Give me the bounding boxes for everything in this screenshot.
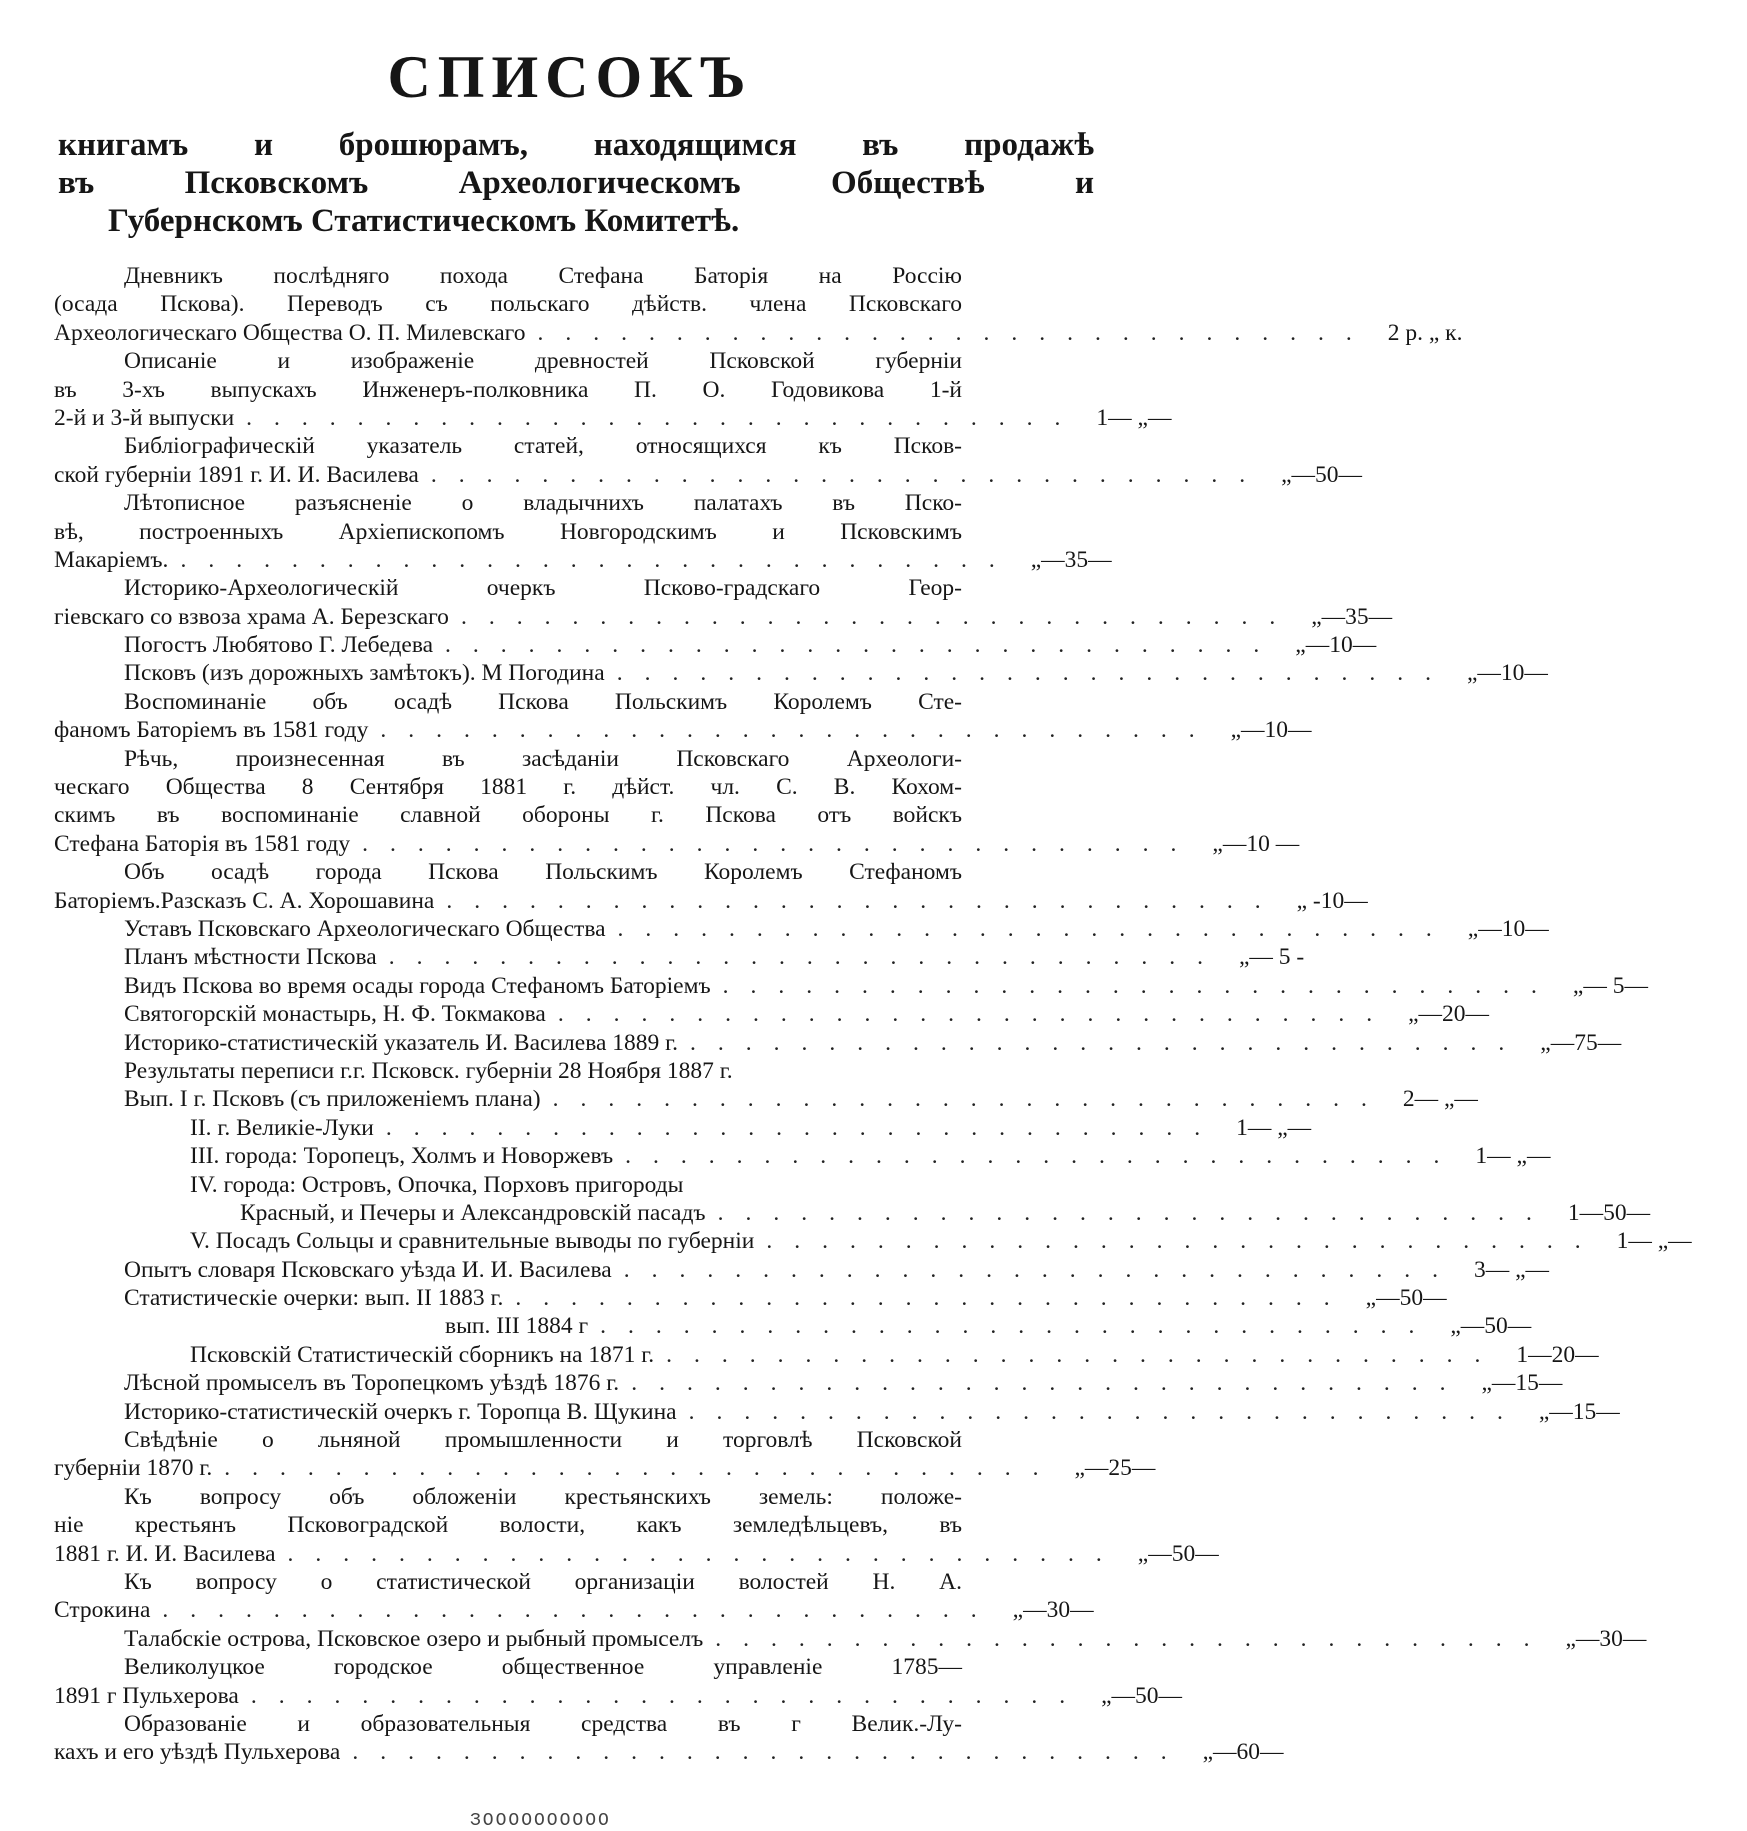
price-value: „—50— (1101, 1682, 1183, 1709)
entry-text-line: Объ осадѣ города Пскова Польскимъ Королемъ Стефаномъ (124, 859, 962, 886)
dot-leader: .............................. (162, 1597, 999, 1624)
entry-text-line: Историко-Археологическій очеркъ Псково-градскаго Геор- (124, 575, 962, 602)
entry-price-row (40, 1369, 1563, 1397)
entry-title: Баторіемъ.Разсказъ С. А. Хорошавина (54, 887, 435, 914)
dot-leader: .............................. (380, 717, 1217, 744)
entry-title: Результаты переписи г.г. Псковск. губерніи 28 Ноября 1887 г. (124, 1057, 733, 1084)
entry-price-row (40, 1341, 1599, 1369)
entry-title: 2-й и 3-й выпуски (54, 404, 235, 431)
dot-leader: .............................. (690, 1029, 1527, 1056)
census-item-title: V. Посадъ Сольцы и сравнительные выводы по губерніи (190, 1228, 755, 1255)
entry-title: 1881 г. И. И. Василева (54, 1540, 276, 1567)
list-item (40, 1000, 1490, 1028)
list-item (40, 1312, 1532, 1340)
census-item-title: II. г. Великіе-Луки (190, 1114, 374, 1141)
dot-leader: .............................. (666, 1341, 1503, 1368)
entry-title: Опытъ словаря Псковскаго уѣзда И. И. Василева (124, 1256, 612, 1283)
subtitle-line: Губернскомъ Статистическомъ Комитетѣ. (108, 203, 740, 239)
entry-title: ской губерніи 1891 г. И. И. Василева (54, 461, 419, 488)
entry-title: Псковскій Статистическій сборникъ на 1871 г. (190, 1341, 655, 1368)
entry-text-line: въ 3-хъ выпускахъ Инженеръ-полковника П. О. Годовикова 1-й (54, 376, 962, 403)
census-item-title: Вып. I г. Псковъ (съ приложеніемъ плана) (124, 1086, 541, 1113)
page-subtitle (40, 126, 1100, 240)
dot-leader: .............................. (180, 546, 1017, 573)
entry-price-row (40, 1057, 1100, 1085)
entry-text-line: Къ вопросу объ обложеніи крестьянскихъ земель: положе- (124, 1483, 962, 1510)
price-value: „—20— (1408, 1001, 1490, 1028)
list-item (40, 1284, 1447, 1312)
dot-leader: .............................. (715, 1625, 1552, 1652)
entry-title: Талабскіе острова, Псковское озеро и рыбный промыселъ (124, 1625, 704, 1652)
price-value: „—15— (1538, 1398, 1620, 1425)
entry-price-row (40, 461, 1363, 489)
entry-title: фаномъ Баторіемъ въ 1581 году (54, 717, 369, 744)
dot-leader: .............................. (552, 1086, 1389, 1113)
entry-title: кахъ и его уѣздѣ Пульхерова (54, 1739, 341, 1766)
list-item (40, 688, 1312, 745)
price-value: „—30— (1012, 1597, 1094, 1624)
dot-leader: .............................. (246, 404, 1083, 431)
dot-leader: .............................. (623, 1256, 1460, 1283)
entry-price-row (40, 915, 1549, 943)
price-value: „—35— (1030, 546, 1112, 573)
list-item (40, 1625, 1647, 1653)
dot-leader: .............................. (616, 660, 1453, 687)
entry-text-line: Воспоминаніе объ осадѣ Пскова Польскимъ Королемъ Сте- (124, 688, 962, 715)
book-list-continued (40, 1256, 1647, 1767)
dot-leader: .............................. (430, 461, 1268, 488)
price-value: „—10— (1295, 632, 1377, 659)
entry-title: Погостъ Любятово Г. Лебедева (124, 632, 434, 659)
entry-price-row (40, 1682, 1183, 1710)
entry-text-line: Рѣчь, произнесенная въ засѣданіи Псковскаго Археологи- (124, 745, 962, 772)
entry-price-row (40, 1284, 1447, 1312)
entry-title: Макаріемъ. (54, 546, 169, 573)
entry-price-row (40, 1312, 1532, 1340)
dot-leader: .............................. (515, 1285, 1352, 1312)
list-item (40, 659, 1548, 687)
entry-price-row (40, 1398, 1620, 1426)
price-value: „—60— (1202, 1739, 1284, 1766)
list-item (40, 262, 1463, 347)
census-item (40, 1227, 1692, 1255)
entry-price-row (40, 1596, 1100, 1624)
census-item-title: III. города: Торопецъ, Холмъ и Новоржевъ (190, 1143, 614, 1170)
entry-title: Планъ мѣстности Пскова (124, 944, 377, 971)
price-value: „— 5— (1572, 972, 1648, 999)
entry-text-line: Великолуцкое городское общественное управленіе 1785— (124, 1654, 962, 1681)
entry-price-row (40, 1738, 1284, 1766)
dot-leader: .............................. (766, 1228, 1603, 1255)
entry-price-row (40, 1625, 1647, 1653)
price-value: „—10— (1467, 915, 1549, 942)
entry-title: Лѣсной промыселъ въ Торопецкомъ уѣздѣ 1876 г. (124, 1370, 620, 1397)
entry-text-line: ческаго Общества 8 Сентября 1881 г. дѣйст. чл. С. В. Кохом- (54, 774, 962, 801)
entry-price-row (40, 1454, 1156, 1482)
entry-title: Историко-статистическій очеркъ г. Торопца В. Щукина (124, 1398, 677, 1425)
list-item (40, 1710, 1284, 1767)
entry-price-row (40, 943, 1305, 971)
entry-price-row (40, 546, 1112, 574)
entry-title: Видъ Пскова во время осады города Стефаномъ Баторіемъ (124, 972, 711, 999)
list-item (40, 943, 1305, 971)
dot-leader: .............................. (617, 915, 1454, 942)
list-item (40, 574, 1393, 631)
dot-leader: .............................. (287, 1540, 1124, 1567)
census-item (40, 1199, 1651, 1227)
subtitle-line: въ Псковскомъ Археологическомъ Обществѣ и (58, 165, 1094, 201)
price-value: „—15— (1481, 1370, 1563, 1397)
dot-leader: .............................. (388, 944, 1225, 971)
list-item (40, 1483, 1219, 1568)
entry-title: гіевскаго со взвоза храма А. Березскаго (54, 603, 449, 630)
price-value: 1— „— (1475, 1143, 1551, 1170)
entry-text-line: Дневникъ послѣдняго похода Стефана Баторія на Россію (124, 263, 962, 289)
price-value: 3— „— (1473, 1256, 1549, 1283)
book-list (40, 262, 1648, 1085)
price-value: „—50— (1450, 1313, 1532, 1340)
list-item (40, 489, 1112, 574)
subtitle-line: книгамъ и брошюрамъ, находящимся въ продажѣ (58, 127, 1094, 163)
price-value: „—75— (1540, 1029, 1622, 1056)
list-item (40, 972, 1648, 1000)
list-item (40, 1426, 1156, 1483)
entry-price-row (40, 972, 1648, 1000)
price-value: „—25— (1074, 1455, 1156, 1482)
price-value: 1— „— (1616, 1228, 1692, 1255)
entry-text-line: Лѣтописное разъясненіе о владычнихъ палатахъ въ Пско- (124, 490, 962, 517)
price-value: „—10 — (1212, 830, 1300, 857)
dot-leader: .............................. (250, 1682, 1088, 1709)
price-value: „—50— (1137, 1540, 1219, 1567)
entry-text-line: Образованіе и образовательныя средства въ г Велик.-Лу- (124, 1710, 962, 1737)
dot-leader: .............................. (557, 1001, 1395, 1028)
entry-title: Историко-статистическій указатель И. Василева 1889 г. (124, 1029, 679, 1056)
entry-text-line: ніе крестьянъ Псковоградской волости, какъ земледѣльцевъ, въ (54, 1512, 962, 1539)
price-value: 2 р. „ к. (1387, 319, 1463, 346)
list-item (40, 432, 1363, 489)
price-value: 1— „— (1236, 1114, 1312, 1141)
census-item (40, 1085, 1478, 1113)
dot-leader: .............................. (352, 1739, 1189, 1766)
entry-price-row (40, 631, 1377, 659)
dot-leader: .............................. (600, 1313, 1437, 1340)
census-item-title: Красный, и Печеры и Александровскій пасадъ (240, 1199, 706, 1226)
census-item (40, 1114, 1312, 1142)
price-value: 1— „— (1096, 404, 1172, 431)
entry-text-line: Свѣдѣніе о льняной промышленности и торговлѣ Псковской (124, 1427, 962, 1454)
entry-title: Археологическаго Общества О. П. Милевскаго (54, 319, 526, 346)
list-item (40, 745, 1300, 859)
entry-price-row (40, 1029, 1622, 1057)
entry-price-row (40, 716, 1312, 744)
dot-leader: .............................. (717, 1199, 1554, 1226)
census-item-title: IV. города: Островъ, Опочка, Порховъ пригороды (190, 1171, 684, 1198)
list-item (40, 1256, 1549, 1284)
entry-title: 1891 г Пульхерова (54, 1682, 239, 1709)
list-item (40, 1029, 1622, 1057)
census-item (40, 1171, 1100, 1199)
entry-title: Строкина (54, 1597, 151, 1624)
entry-price-row (40, 603, 1393, 631)
list-item (40, 1341, 1599, 1369)
footer-mark: ЗОООООООООО (470, 1811, 611, 1831)
dot-leader: .............................. (537, 319, 1374, 346)
entry-price-row (40, 404, 1172, 432)
list-item (40, 1653, 1183, 1710)
entry-text-line: Библіографическій указатель статей, относящихся къ Псков- (124, 433, 962, 460)
entry-title: Статистическіе очерки: вып. II 1883 г. (124, 1285, 504, 1312)
entry-price-row (40, 830, 1300, 858)
entry-title: Стефана Баторія въ 1581 году (54, 830, 351, 857)
entry-price-row (40, 1256, 1549, 1284)
entry-text-line: вѣ, построенныхъ Архіепископомъ Новгородскимъ и Псковскимъ (54, 518, 962, 545)
entry-text-line: скимъ въ воспоминаніе славной обороны г. Пскова отъ войскъ (54, 802, 962, 829)
price-value: „—10— (1466, 660, 1548, 687)
price-value: „—50— (1281, 461, 1363, 488)
entry-price-row (40, 659, 1548, 687)
census-list (40, 1085, 1692, 1255)
dot-leader: .............................. (631, 1370, 1468, 1397)
entry-price-row (40, 319, 1463, 347)
list-item (40, 1568, 1100, 1625)
dot-leader: .............................. (722, 972, 1559, 999)
entry-title: Псковъ (изъ дорожныхъ замѣтокъ). М Погодина (124, 660, 605, 687)
list-item (40, 1398, 1620, 1426)
dot-leader: .............................. (446, 887, 1283, 914)
census-item (40, 1142, 1551, 1170)
entry-title: губерніи 1870 г. (54, 1455, 213, 1482)
dot-leader: .............................. (460, 603, 1298, 630)
dot-leader: .............................. (688, 1398, 1525, 1425)
price-value: „—50— (1365, 1285, 1447, 1312)
entry-text-line: Къ вопросу о статистической организаціи волостей Н. А. (124, 1568, 962, 1595)
entry-title: Святогорскій монастырь, Н. Ф. Токмакова (124, 1001, 546, 1028)
dot-leader: .............................. (625, 1143, 1462, 1170)
dot-leader: .............................. (385, 1114, 1223, 1141)
dot-leader: .............................. (362, 830, 1199, 857)
list-item (40, 915, 1549, 943)
price-value: 1—50— (1567, 1199, 1651, 1226)
list-item (40, 1057, 1100, 1085)
entry-price-row (40, 1000, 1490, 1028)
list-item (40, 631, 1377, 659)
page-title: СПИСОКЪ (387, 44, 753, 110)
price-value: „— 5 - (1238, 944, 1305, 971)
list-item (40, 1369, 1563, 1397)
entry-title: вып. III 1884 г (445, 1313, 589, 1340)
entry-title: Уставъ Псковскаго Археологическаго Общества (124, 915, 606, 942)
list-item (40, 858, 1368, 915)
price-value: „ -10— (1296, 887, 1368, 914)
price-value: 1—20— (1516, 1341, 1599, 1368)
entry-text-line: Описаніе и изображеніе древностей Псковской губерніи (124, 348, 962, 375)
price-value: „—35— (1311, 603, 1393, 630)
price-value: 2— „— (1402, 1086, 1478, 1113)
price-value: „—30— (1565, 1625, 1647, 1652)
entry-price-row (40, 887, 1368, 915)
list-item (40, 347, 1172, 432)
price-value: „—10— (1230, 717, 1312, 744)
dot-leader: .............................. (224, 1455, 1061, 1482)
entry-price-row (40, 1540, 1219, 1568)
dot-leader: .............................. (445, 632, 1282, 659)
entry-text-line: (осада Пскова). Переводъ съ польскаго дѣйств. члена Псковскаго (54, 291, 962, 318)
